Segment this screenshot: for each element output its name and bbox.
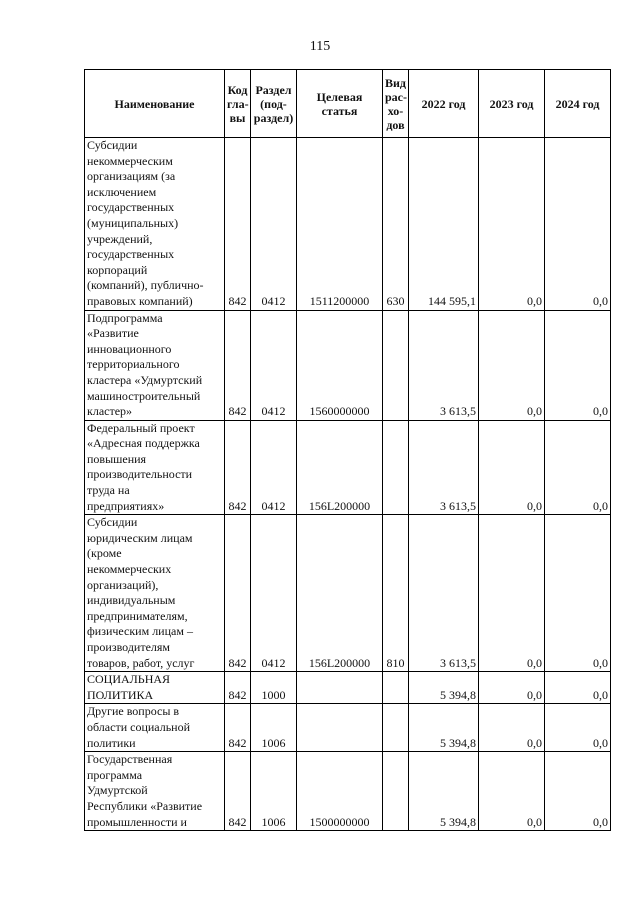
row-name: Субсидии юридическим лицам (кроме некоммерческих организаций), индивидуальным предпринимателям, физическим лицам – производителям товаров, работ, услуг	[85, 515, 225, 672]
row-amount-2023: 0,0	[479, 704, 545, 752]
table-row	[85, 310, 611, 420]
table-row	[85, 515, 611, 672]
row-target-item	[297, 672, 383, 704]
row-section: 0412	[251, 310, 297, 420]
header-section: Раздел (под- раздел)	[251, 70, 297, 138]
header-year-2023: 2023 год	[479, 70, 545, 138]
row-section: 0412	[251, 138, 297, 311]
row-chapter-code: 842	[225, 752, 251, 831]
row-chapter-code: 842	[225, 310, 251, 420]
row-section: 1006	[251, 704, 297, 752]
row-chapter-code: 842	[225, 515, 251, 672]
header-expense-type: Вид рас- хо- дов	[383, 70, 409, 138]
header-year-2022: 2022 год	[409, 70, 479, 138]
header-year-2024: 2024 год	[545, 70, 611, 138]
row-amount-2022: 3 613,5	[409, 420, 479, 515]
row-chapter-code: 842	[225, 138, 251, 311]
row-amount-2022: 5 394,8	[409, 704, 479, 752]
row-amount-2024: 0,0	[545, 704, 611, 752]
row-expense-type	[383, 420, 409, 515]
row-amount-2022: 5 394,8	[409, 672, 479, 704]
row-amount-2024: 0,0	[545, 420, 611, 515]
row-section: 0412	[251, 515, 297, 672]
row-expense-type	[383, 310, 409, 420]
header-chapter-code: Код гла- вы	[225, 70, 251, 138]
row-amount-2022: 3 613,5	[409, 515, 479, 672]
row-amount-2024: 0,0	[545, 138, 611, 311]
row-name: Субсидии некоммерческим организациям (за исключением государственных (муниципальных) учреждений, государственных корпораций (компаний), публично- правовых компаний)	[85, 138, 225, 311]
row-name: Другие вопросы в области социальной политики	[85, 704, 225, 752]
budget-table	[84, 69, 611, 831]
row-amount-2023: 0,0	[479, 138, 545, 311]
row-amount-2024: 0,0	[545, 752, 611, 831]
page-number: 115	[309, 39, 331, 54]
row-section: 1000	[251, 672, 297, 704]
row-section: 0412	[251, 420, 297, 515]
row-target-item: 1500000000	[297, 752, 383, 831]
row-name: Государственная программа Удмуртской Республики «Развитие промышленности и	[85, 752, 225, 831]
row-amount-2023: 0,0	[479, 310, 545, 420]
row-expense-type	[383, 672, 409, 704]
row-amount-2023: 0,0	[479, 752, 545, 831]
row-amount-2023: 0,0	[479, 672, 545, 704]
row-expense-type: 810	[383, 515, 409, 672]
row-amount-2023: 0,0	[479, 420, 545, 515]
table-row	[85, 420, 611, 515]
row-target-item: 156L200000	[297, 515, 383, 672]
row-target-item: 1560000000	[297, 310, 383, 420]
row-amount-2022: 3 613,5	[409, 310, 479, 420]
table-row	[85, 752, 611, 831]
row-amount-2023: 0,0	[479, 515, 545, 672]
row-target-item	[297, 704, 383, 752]
row-expense-type	[383, 704, 409, 752]
table-header-row	[85, 70, 611, 138]
row-name: Федеральный проект «Адресная поддержка повышения производительности труда на предприятиях»	[85, 420, 225, 515]
row-amount-2022: 5 394,8	[409, 752, 479, 831]
row-chapter-code: 842	[225, 672, 251, 704]
table-row	[85, 704, 611, 752]
header-name: Наименование	[85, 70, 225, 138]
row-name: СОЦИАЛЬНАЯ ПОЛИТИКА	[85, 672, 225, 704]
header-target-item: Целевая статья	[297, 70, 383, 138]
row-section: 1006	[251, 752, 297, 831]
table-row	[85, 672, 611, 704]
row-amount-2024: 0,0	[545, 310, 611, 420]
row-target-item: 1511200000	[297, 138, 383, 311]
row-amount-2024: 0,0	[545, 515, 611, 672]
row-amount-2024: 0,0	[545, 672, 611, 704]
row-expense-type: 630	[383, 138, 409, 311]
row-target-item: 156L200000	[297, 420, 383, 515]
row-amount-2022: 144 595,1	[409, 138, 479, 311]
row-expense-type	[383, 752, 409, 831]
table-row	[85, 138, 611, 311]
row-chapter-code: 842	[225, 704, 251, 752]
row-name: Подпрограмма «Развитие инновационного территориального кластера «Удмуртский машиностроительный кластер»	[85, 310, 225, 420]
row-chapter-code: 842	[225, 420, 251, 515]
